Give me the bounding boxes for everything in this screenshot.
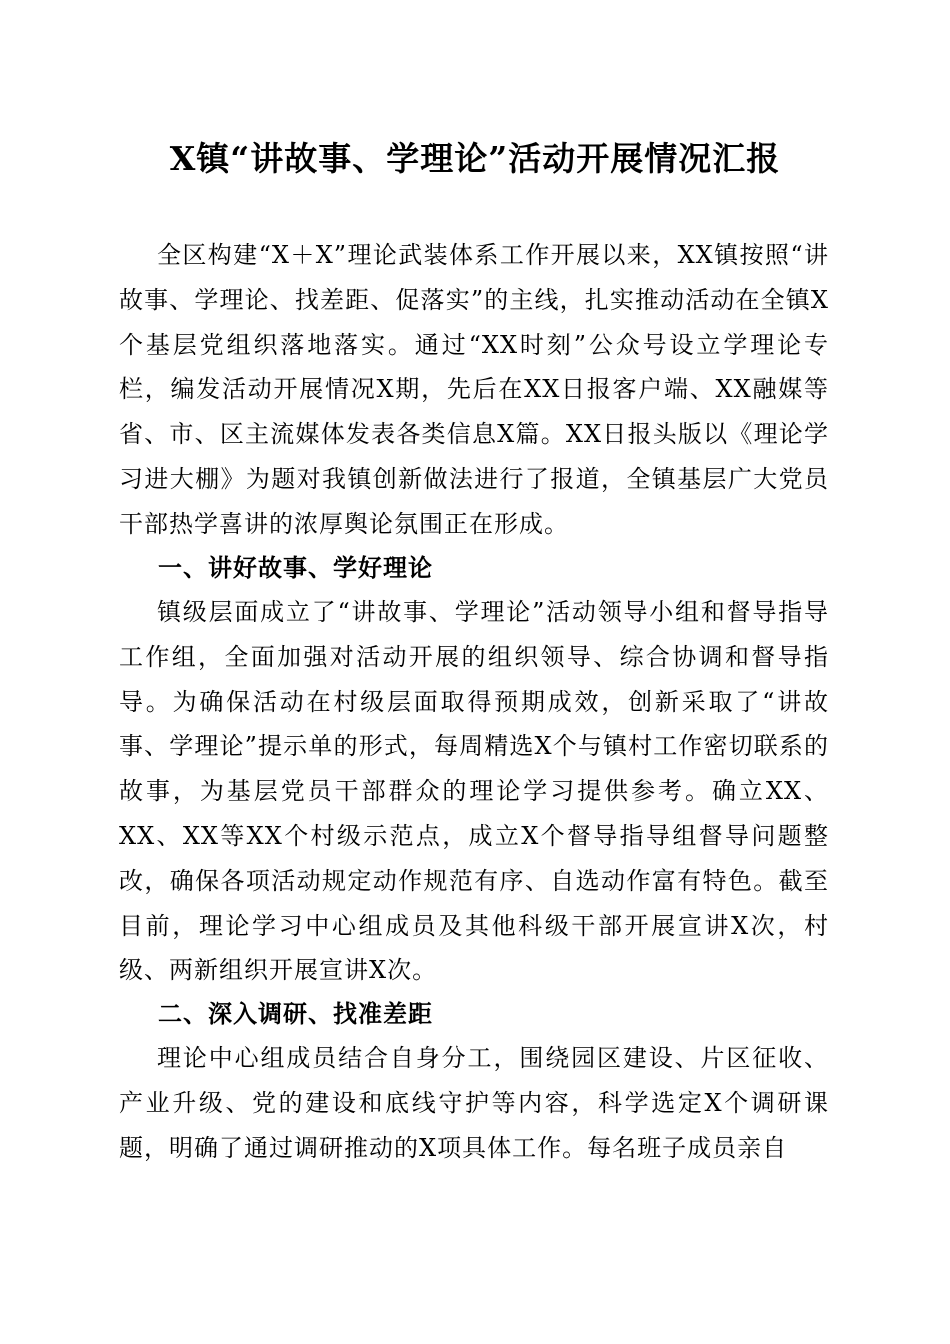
document-title: X镇“讲故事、学理论”活动开展情况汇报 [169,139,781,178]
intro-paragraph: 全区构建“X＋X”理论武装体系工作开展以来，XX镇按照“讲故事、学理论、找差距、促落实”的主线，扎实推动活动在全镇X个基层党组织落地落实。通过“XX时刻”公众号设立学理论专栏，编发活动开展情况X期，先后在XX日报客户端、XX融媒等省、市、区主流媒体发表各类信息X篇。XX日报头版以《理论学习进大棚》为题对我镇创新做法进行了报道，全镇基层广大党员干部热学喜讲的浓厚舆论氛围正在形成。 [119,241,829,538]
section-paragraph-2: 理论中心组成员结合自身分工，围绕园区建设、片区征收、产业升级、党的建设和底线守护等内容，科学选定X个调研课题，明确了通过调研推动的X项具体工作。每名班子成员亲自 [119,1044,829,1162]
section-heading-1: 一、讲好故事、学好理论 [158,554,433,582]
section-heading-2: 二、深入调研、找准差距 [158,1000,433,1028]
section-paragraph-1: 镇级层面成立了“讲故事、学理论”活动领导小组和督导指导工作组，全面加强对活动开展的组织领导、综合协调和督导指导。为确保活动在村级层面取得预期成效，创新采取了“讲故事、学理论”提示单的形式，每周精选X个与镇村工作密切联系的故事，为基层党员干部群众的理论学习提供参考。确立XX、XX、XX等XX个村级示范点，成立X个督导指导组督导问题整改，确保各项活动规定动作规范有序、自选动作富有特色。截至目前，理论学习中心组成员及其他科级干部开展宣讲X次，村级、两新组织开展宣讲X次。 [119,598,829,985]
